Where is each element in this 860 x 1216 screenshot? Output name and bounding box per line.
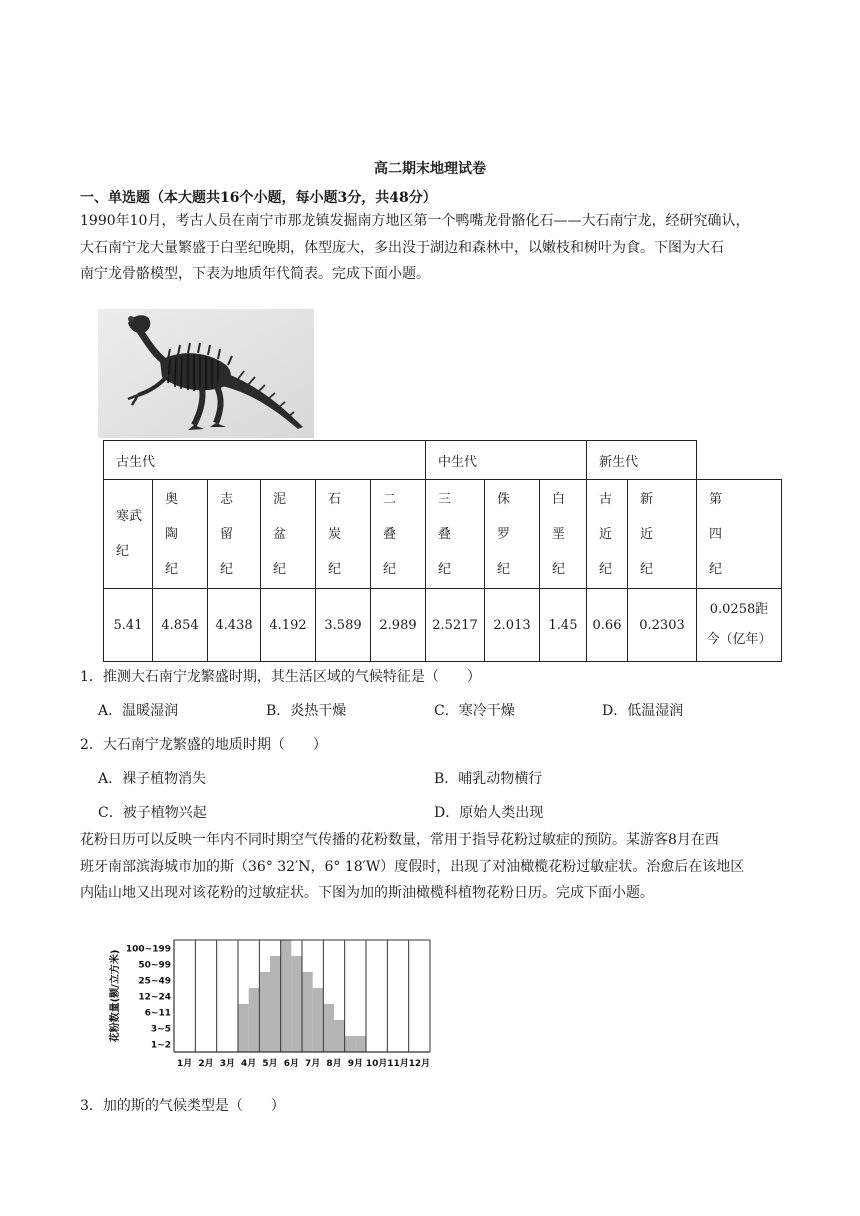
period-cell: 古 近 纪 xyxy=(587,480,628,589)
value-cell: 0.66 xyxy=(587,589,628,662)
q1-option-d[interactable]: D．低温湿润 xyxy=(602,703,684,719)
q2-option-b[interactable]: B．哺乳动物横行 xyxy=(434,771,543,787)
pollen-bar xyxy=(334,1020,345,1052)
value-cell: 2.989 xyxy=(371,589,426,662)
y-tick-label: 1~2 xyxy=(150,1040,171,1051)
x-tick-label: 8月 xyxy=(326,1059,342,1069)
value-cell: 4.854 xyxy=(153,589,208,662)
intro1-line: 南宁龙骨骼模型，下表为地质年代简表。完成下面小题。 xyxy=(80,266,430,282)
section-heading: 一、单选题（本大题共16个小题，每小题3分，共48分） xyxy=(80,190,437,206)
y-tick-label: 3~5 xyxy=(150,1024,171,1035)
page-title: 高二期末地理试卷 xyxy=(374,161,486,177)
value-cell-last xyxy=(697,589,782,662)
period-cell: 第 四 纪 xyxy=(697,480,782,589)
pollen-calendar-chart xyxy=(96,936,436,1074)
x-tick-label: 1月 xyxy=(177,1059,193,1069)
period-cell: 志 留 纪 xyxy=(208,480,261,589)
period-row xyxy=(104,480,782,589)
y-tick-label: 50~99 xyxy=(138,960,171,971)
x-tick-label: 2月 xyxy=(198,1059,214,1069)
intro1-line: 1990年10月，考古人员在南宁市那龙镇发掘南方地区第一个鸭嘴龙骨骼化石——大石南宁龙，经研究确认， xyxy=(80,213,750,229)
era-cell-blank xyxy=(697,441,782,480)
value-cell: 5.41 xyxy=(104,589,153,662)
pollen-bar xyxy=(249,988,260,1052)
x-tick-label: 12月 xyxy=(408,1059,431,1069)
period-cell: 石 炭 纪 xyxy=(316,480,371,589)
y-tick-label: 12~24 xyxy=(138,992,171,1003)
x-tick-label: 11月 xyxy=(387,1059,409,1069)
period-cell: 奥 陶 纪 xyxy=(153,480,208,589)
pollen-bar xyxy=(313,988,324,1052)
q2-option-d[interactable]: D．原始人类出现 xyxy=(434,805,544,821)
x-tick-label: 3月 xyxy=(219,1059,235,1069)
pollen-bar xyxy=(345,1036,356,1052)
intro-passage-2 xyxy=(80,827,780,907)
era-row xyxy=(104,441,782,480)
value-cell: 4.438 xyxy=(208,589,261,662)
period-cell: 三 叠 纪 xyxy=(426,480,485,589)
q2-option-c[interactable]: C．被子植物兴起 xyxy=(98,805,207,821)
intro2-line: 班牙南部滨海城市加的斯（36° 32′N，6° 18′W）度假时，出现了对油橄榄花粉过敏症状。治愈后在该地区 xyxy=(80,858,745,875)
value-cell: 0.2303 xyxy=(628,589,697,662)
period-cell: 侏 罗 纪 xyxy=(485,480,540,589)
era-cell-cenozoic: 新生代 xyxy=(587,441,697,480)
x-tick-label: 4月 xyxy=(241,1059,257,1069)
q2-stem: 2．大石南宁龙繁盛的地质时期（ ） xyxy=(80,737,327,753)
intro2-line: 内陆山地又出现对该花粉的过敏症状。下图为加的斯油橄榄科植物花粉日历。完成下面小题。 xyxy=(80,885,654,901)
intro2-line: 花粉日历可以反映一年内不同时期空气传播的花粉数量，常用于指导花粉过敏症的预防。某游客8月在西 xyxy=(80,832,719,848)
x-tick-label: 5月 xyxy=(262,1059,278,1069)
dinosaur-skeleton-photo xyxy=(98,309,314,438)
x-tick-label: 10月 xyxy=(365,1059,388,1069)
q1-option-c[interactable]: C．寒冷干燥 xyxy=(434,703,515,719)
y-tick-label: 25~49 xyxy=(138,976,171,987)
pollen-bar xyxy=(281,940,292,1052)
value-cell: 3.589 xyxy=(316,589,371,662)
x-tick-label: 6月 xyxy=(283,1059,299,1069)
period-cell: 新 近 纪 xyxy=(628,480,697,589)
period-cell: 泥 盆 纪 xyxy=(261,480,316,589)
intro-passage-1 xyxy=(80,208,780,288)
y-axis-label: 花粉数量(颗/立方米) xyxy=(110,949,121,1043)
era-cell-paleozoic: 古生代 xyxy=(104,441,426,480)
pollen-bar xyxy=(291,956,302,1052)
value-cell: 4.192 xyxy=(261,589,316,662)
value-row xyxy=(104,589,782,662)
pollen-bar xyxy=(270,956,281,1052)
period-cell: 二 叠 纪 xyxy=(371,480,426,589)
q3-stem: 3．加的斯的气候类型是（ ） xyxy=(80,1098,285,1114)
q1-stem: 1．推测大石南宁龙繁盛时期，其生活区域的气候特征是（ ） xyxy=(80,669,481,685)
last-value-line2: 今（亿年） xyxy=(706,632,772,647)
value-cell: 2.5217 xyxy=(426,589,485,662)
pollen-bar xyxy=(355,1036,366,1052)
pollen-bar xyxy=(259,972,270,1052)
q1-option-a[interactable]: A．温暖湿润 xyxy=(98,703,179,719)
geologic-time-table xyxy=(103,440,782,662)
period-cell: 寒武 纪 xyxy=(104,480,153,589)
period-cell: 白 垩 纪 xyxy=(540,480,587,589)
x-tick-label: 7月 xyxy=(305,1059,321,1069)
q2-option-a[interactable]: A．裸子植物消失 xyxy=(98,771,207,787)
y-tick-label: 6~11 xyxy=(144,1008,171,1019)
q1-option-b[interactable]: B．炎热干燥 xyxy=(266,703,347,719)
pollen-bar xyxy=(302,972,313,1052)
era-cell-mesozoic: 中生代 xyxy=(426,441,587,480)
x-tick-label: 9月 xyxy=(347,1059,363,1069)
pollen-bar xyxy=(238,1004,249,1052)
intro1-line: 大石南宁龙大量繁盛于白垩纪晚期，体型庞大，多出没于湖边和森林中，以嫩枝和树叶为食。下图为大石 xyxy=(80,239,724,256)
value-cell: 1.45 xyxy=(540,589,587,662)
last-value-line1: 0.0258距 xyxy=(709,602,769,617)
value-cell: 2.013 xyxy=(485,589,540,662)
y-tick-label: 100~199 xyxy=(125,944,171,955)
pollen-bar xyxy=(323,1004,334,1052)
